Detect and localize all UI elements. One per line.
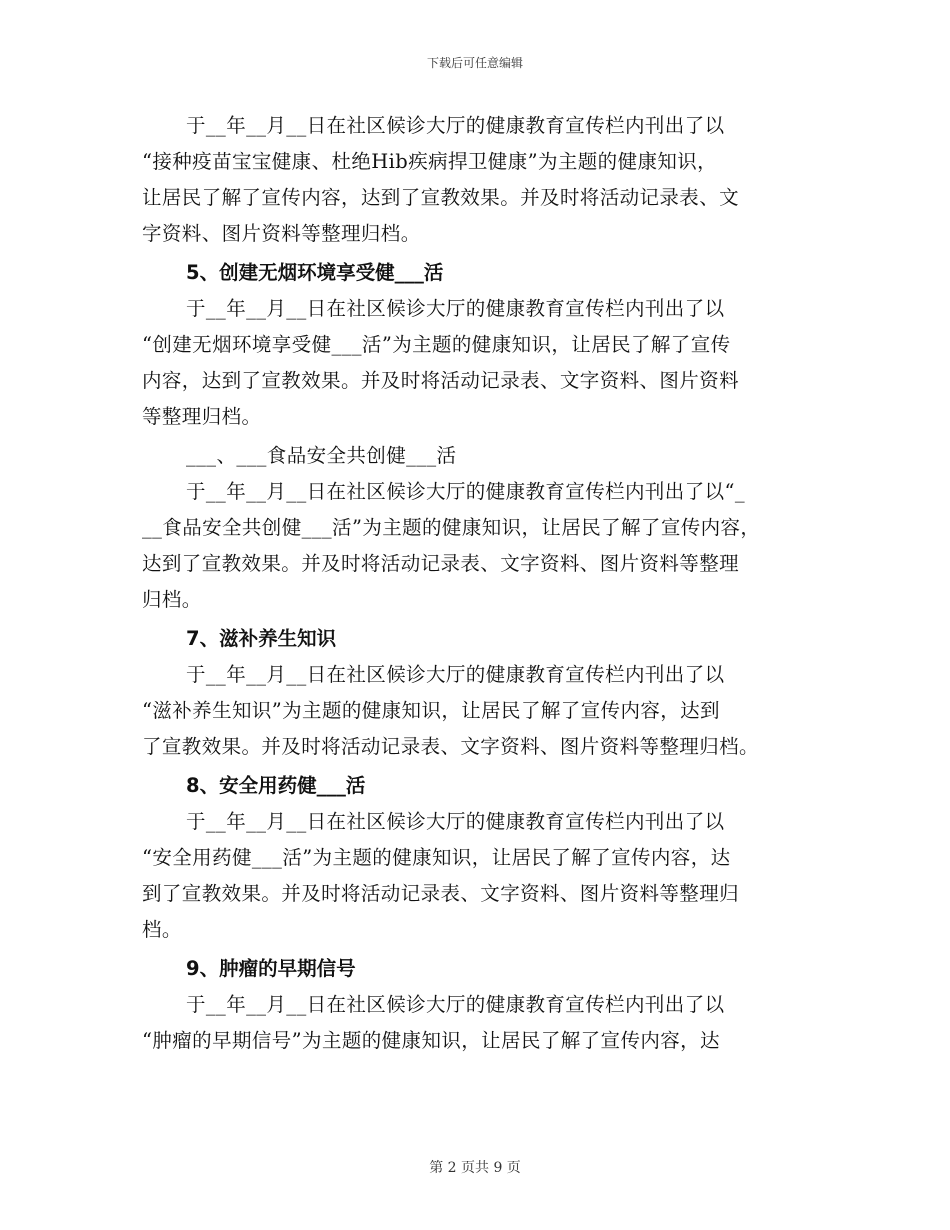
section-7	[142, 621, 822, 765]
paragraph-line: 于__年__月__日在社区候诊大厅的健康教育宣传栏内刊出了以	[186, 663, 725, 686]
paragraph-hib	[142, 108, 822, 252]
page-header: 下载后可任意编辑	[426, 56, 523, 70]
paragraph-line: 于__年__月__日在社区候诊大厅的健康教育宣传栏内刊出了以	[186, 297, 725, 320]
paragraph-line: __食品安全共创健___活”为主题的健康知识，让居民了解了宣传内容，	[142, 516, 761, 539]
paragraph-line: 等整理归档。	[142, 405, 262, 428]
paragraph-line: 让居民了解了宣传内容，达到了宣教效果。并及时将活动记录表、文	[142, 186, 740, 209]
section-heading: 7、滋补养生知识	[186, 627, 337, 650]
paragraph-line: 于__年__月__日在社区候诊大厅的健康教育宣传栏内刊出了以	[186, 810, 725, 833]
section-6	[142, 438, 822, 618]
section-5	[142, 255, 822, 435]
paragraph-line: “接种疫苗宝宝健康、杜绝Hib疾病捍卫健康”为主题的健康知识，	[142, 150, 718, 173]
section-heading: 5、创建无烟环境享受健___活	[186, 261, 444, 284]
section-8	[142, 768, 822, 948]
section-9	[142, 951, 822, 1059]
paragraph-line: “滋补养生知识”为主题的健康知识，让居民了解了宣传内容，达到	[142, 699, 720, 722]
paragraph-line: 字资料、图片资料等整理归档。	[142, 222, 421, 245]
paragraph-line: 达到了宣教效果。并及时将活动记录表、文字资料、图片资料等整理	[142, 552, 740, 575]
section-heading: 8、安全用药健___活	[186, 774, 366, 797]
section-subheading: ___、___食品安全共创健___活	[186, 444, 457, 467]
paragraph-line: 于__年__月__日在社区候诊大厅的健康教育宣传栏内刊出了以“_	[186, 480, 746, 503]
paragraph-line: “创建无烟环境享受健___活”为主题的健康知识，让居民了解了宣传	[142, 333, 731, 356]
paragraph-line: 档。	[142, 918, 182, 941]
document-body	[142, 108, 822, 1059]
paragraph-line: 归档。	[142, 588, 202, 611]
paragraph-line: 于__年__月__日在社区候诊大厅的健康教育宣传栏内刊出了以	[186, 114, 725, 137]
paragraph-line: 内容，达到了宣教效果。并及时将活动记录表、文字资料、图片资料	[142, 369, 740, 392]
paragraph-line: “安全用药健___活”为主题的健康知识，让居民了解了宣传内容，达	[142, 846, 731, 869]
paragraph-line: 于__年__月__日在社区候诊大厅的健康教育宣传栏内刊出了以	[186, 993, 725, 1016]
paragraph-line: 到了宣教效果。并及时将活动记录表、文字资料、图片资料等整理归	[142, 882, 740, 905]
paragraph-line: “肿瘤的早期信号”为主题的健康知识，让居民了解了宣传内容，达	[142, 1029, 720, 1052]
section-heading: 9、肿瘤的早期信号	[186, 957, 356, 980]
page-footer: 第 2 页共 9 页	[429, 1160, 521, 1176]
paragraph-line: 了宣教效果。并及时将活动记录表、文字资料、图片资料等整理归档。	[142, 735, 759, 758]
